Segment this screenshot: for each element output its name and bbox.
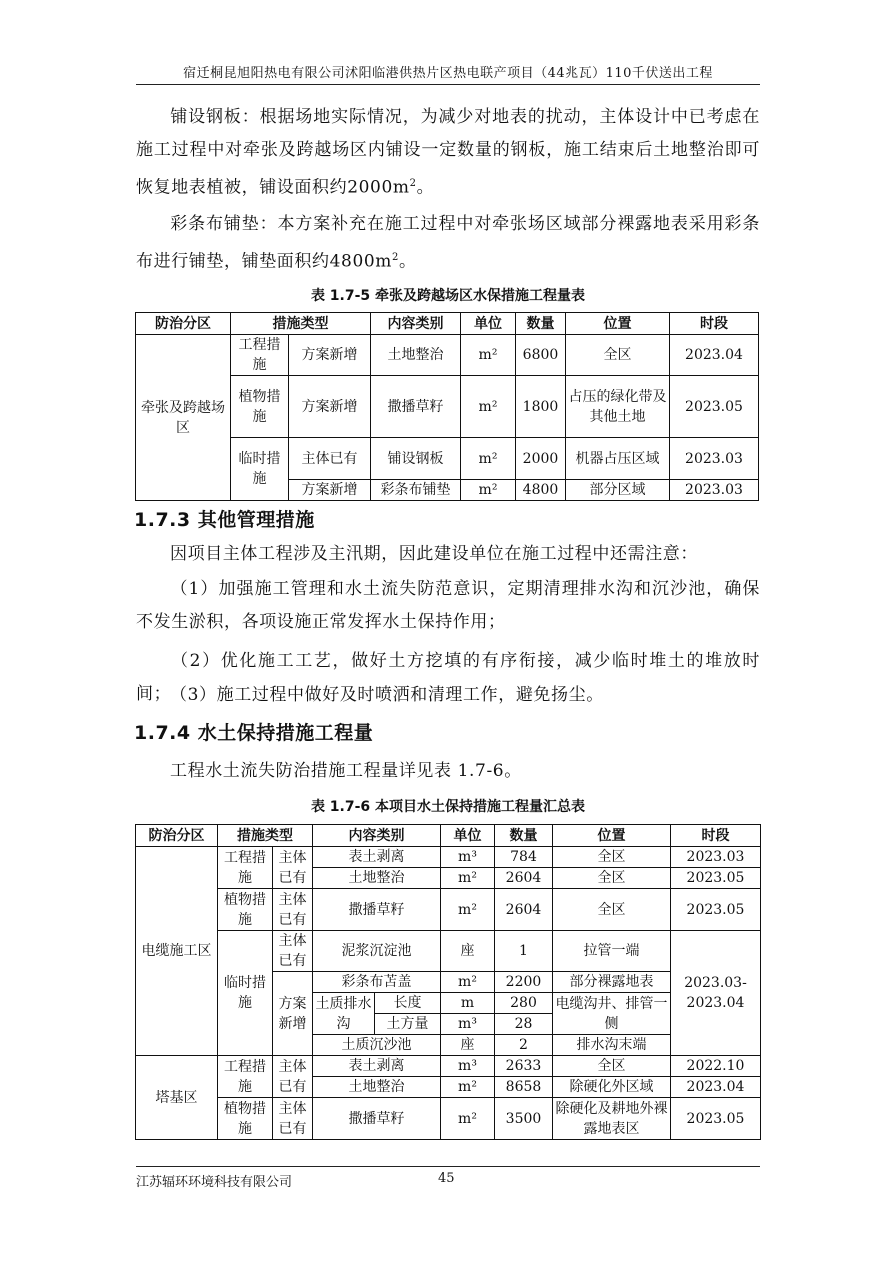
header-unit: 单位	[461, 313, 516, 335]
period-cell: 2023.04	[671, 1077, 761, 1098]
paragraph-tarp: 彩条布铺垫：本方案补充在施工过程中对牵张场区域部分裸露地表采用彩条布进行铺垫，铺垫面积约$4800m^2$。	[136, 214, 760, 272]
table-1-header-row	[136, 313, 759, 335]
content-cell: 泥浆沉淀池	[313, 931, 441, 972]
period-cell: 2023.05	[671, 868, 761, 889]
qty-cell: 2604	[495, 868, 553, 889]
sub-cell: 主体已有	[273, 889, 313, 931]
unit-cell: m²	[461, 438, 516, 480]
sub-cell: 方案新增	[289, 335, 371, 376]
sub-cell: 方案新增	[273, 972, 313, 1056]
paragraph-table-ref: 工程水土流失防治措施工程量详见表 1.7-6。	[170, 761, 522, 781]
table-row	[136, 889, 761, 931]
subcontent-cell: 土方量	[375, 1014, 441, 1035]
paragraph-steel-plate: 铺设钢板：根据场地实际情况，为减少对地表的扰动，主体设计中已考虑在施工过程中对牵张及跨越场区内铺设一定数量的钢板，施工结束后土地整治即可恢复地表植被，铺设面积约$2000m^2$。	[136, 107, 760, 198]
type-cell: 临时措施	[231, 438, 289, 501]
sub-cell: 主体已有	[273, 931, 313, 972]
sub-cell: 主体已有	[273, 1098, 313, 1140]
location-cell: 全区	[553, 868, 671, 889]
table-row	[136, 1098, 761, 1140]
header-period: 时段	[670, 313, 759, 335]
sub-cell: 主体已有	[289, 438, 371, 480]
content-cell: 铺设钢板	[371, 438, 461, 480]
header-unit: 单位	[441, 825, 495, 847]
sub-cell: 方案新增	[289, 480, 371, 501]
period-cell: 2023.03	[670, 438, 759, 480]
table-2-caption: 表 1.7-6 本项目水土保持措施工程量汇总表	[310, 799, 586, 815]
header-location: 位置	[566, 313, 670, 335]
unit-cell: m²	[461, 480, 516, 501]
qty-cell: 2000	[516, 438, 566, 480]
qty-cell: 1800	[516, 376, 566, 438]
unit-cell: 座	[441, 931, 495, 972]
location-cell: 部分区域	[566, 480, 670, 501]
period-cell: 2023.05	[670, 376, 759, 438]
qty-cell: 280	[495, 993, 553, 1014]
qty-cell: 2633	[495, 1056, 553, 1077]
unit-cell: m²	[441, 889, 495, 931]
table-1-caption: 表 1.7-5 牵张及跨越场区水保措施工程量表	[310, 288, 586, 304]
table-row	[136, 1056, 761, 1077]
content-cell: 土质排水沟	[313, 993, 375, 1035]
qty-cell: 3500	[495, 1098, 553, 1140]
subcontent-cell: 长度	[375, 993, 441, 1014]
location-cell: 占压的绿化带及其他土地	[566, 376, 670, 438]
section-1-7-4-title: 1.7.4 水土保持措施工程量	[134, 722, 374, 744]
period-cell: 2023.03-2023.04	[671, 931, 761, 1056]
sub-cell: 主体已有	[273, 1056, 313, 1098]
zone-cell: 电缆施工区	[136, 847, 218, 1056]
location-cell: 排水沟末端	[553, 1035, 671, 1056]
footer-rule	[136, 1166, 760, 1167]
unit-cell: m²	[461, 376, 516, 438]
content-cell: 表土剥离	[313, 1056, 441, 1077]
unit-cell: m³	[441, 1056, 495, 1077]
unit-cell: m³	[441, 847, 495, 868]
table-2-header-row	[136, 825, 761, 847]
zone-cell: 塔基区	[136, 1056, 218, 1140]
sub-cell: 主体已有	[273, 847, 313, 889]
header-qty: 数量	[516, 313, 566, 335]
unit-cell: m³	[441, 1014, 495, 1035]
unit-cell: m²	[441, 1077, 495, 1098]
content-cell: 土地整治	[313, 1077, 441, 1098]
type-cell: 工程措施	[218, 847, 273, 889]
location-cell: 除硬化及耕地外裸露地表区	[553, 1098, 671, 1140]
period-cell: 2023.05	[671, 889, 761, 931]
period-cell: 2023.03	[671, 847, 761, 868]
content-cell: 土地整治	[313, 868, 441, 889]
header-period: 时段	[671, 825, 761, 847]
location-cell: 拉管一端	[553, 931, 671, 972]
content-cell: 撒播草籽	[313, 889, 441, 931]
unit-cell: m²	[441, 1098, 495, 1140]
qty-cell: 2200	[495, 972, 553, 993]
running-header: 宿迁桐昆旭阳热电有限公司沭阳临港供热片区热电联产项目（44兆瓦）110千伏送出工程	[183, 66, 713, 81]
content-cell: 彩条布苫盖	[313, 972, 441, 993]
content-cell: 表土剥离	[313, 847, 441, 868]
header-zone: 防治分区	[136, 313, 231, 335]
period-cell: 2023.05	[671, 1098, 761, 1140]
content-cell: 撒播草籽	[371, 376, 461, 438]
location-cell: 全区	[553, 847, 671, 868]
content-cell: 彩条布铺垫	[371, 480, 461, 501]
page-number: 45	[438, 1171, 455, 1186]
period-cell: 2023.04	[670, 335, 759, 376]
period-cell: 2023.03	[670, 480, 759, 501]
unit-cell: m	[441, 993, 495, 1014]
type-cell: 临时措施	[218, 931, 273, 1056]
type-cell: 植物措施	[218, 1098, 273, 1140]
qty-cell: 4800	[516, 480, 566, 501]
unit-cell: 座	[441, 1035, 495, 1056]
qty-cell: 6800	[516, 335, 566, 376]
table-2	[135, 824, 761, 1140]
header-zone: 防治分区	[136, 825, 218, 847]
qty-cell: 784	[495, 847, 553, 868]
table-row	[136, 847, 761, 868]
header-qty: 数量	[495, 825, 553, 847]
content-cell: 土地整治	[371, 335, 461, 376]
unit-cell: m²	[441, 868, 495, 889]
location-cell: 全区	[553, 889, 671, 931]
unit-cell: m²	[441, 972, 495, 993]
content-cell: 土质沉沙池	[313, 1035, 441, 1056]
paragraph-item-2: （2）优化施工工艺，做好土方挖填的有序衔接，减少临时堆土的堆放时间；	[136, 651, 760, 704]
table-row	[136, 335, 759, 376]
table-1	[135, 312, 759, 501]
qty-cell: 2	[495, 1035, 553, 1056]
paragraph-intro: 因项目主体工程涉及主汛期，因此建设单位在施工过程中还需注意：	[170, 544, 698, 564]
header-rule	[136, 84, 760, 85]
location-cell: 全区	[553, 1056, 671, 1077]
header-type: 措施类型	[231, 313, 371, 335]
type-cell: 植物措施	[218, 889, 273, 931]
header-content: 内容类别	[371, 313, 461, 335]
type-cell: 植物措施	[231, 376, 289, 438]
qty-cell: 1	[495, 931, 553, 972]
header-location: 位置	[553, 825, 671, 847]
zone-cell: 牵张及跨越场区	[136, 335, 231, 501]
paragraph-item-1: （1）加强施工管理和水土流失防范意识，定期清理排水沟和沉沙池，确保不发生淤积，各项设施正常发挥水土保持作用；	[136, 579, 760, 632]
location-cell: 机器占压区域	[566, 438, 670, 480]
unit-cell: m²	[461, 335, 516, 376]
location-cell: 除硬化外区域	[553, 1077, 671, 1098]
qty-cell: 2604	[495, 889, 553, 931]
type-cell: 工程措施	[218, 1056, 273, 1098]
qty-cell: 8658	[495, 1077, 553, 1098]
type-cell: 工程措施	[231, 335, 289, 376]
location-cell: 电缆沟井、排管一侧	[553, 993, 671, 1035]
header-type: 措施类型	[218, 825, 313, 847]
period-cell: 2022.10	[671, 1056, 761, 1077]
footer-company: 江苏辐环环境科技有限公司	[136, 1175, 293, 1190]
header-content: 内容类别	[313, 825, 441, 847]
section-1-7-3-title: 1.7.3 其他管理措施	[134, 509, 315, 531]
location-cell: 全区	[566, 335, 670, 376]
location-cell: 部分裸露地表	[553, 972, 671, 993]
content-cell: 撒播草籽	[313, 1098, 441, 1140]
paragraph-item-3: （3）施工过程中做好及时喷洒和清理工作，避免扬尘。	[170, 685, 604, 705]
qty-cell: 28	[495, 1014, 553, 1035]
sub-cell: 方案新增	[289, 376, 371, 438]
table-row	[136, 931, 761, 972]
